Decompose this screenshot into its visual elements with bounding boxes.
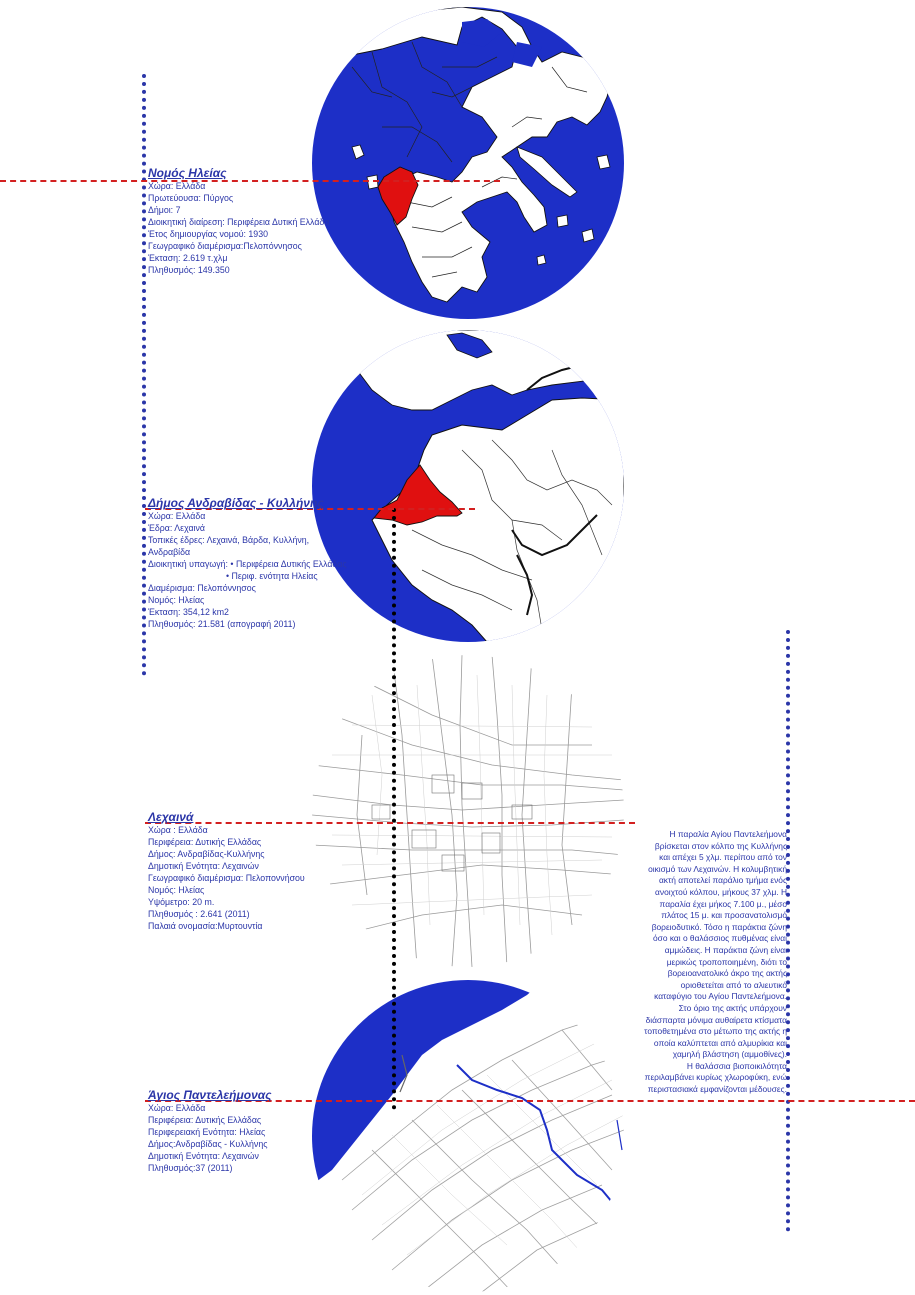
paragraph-line: χαμηλή βλάστηση (αμμοθίνες). [672, 1049, 787, 1060]
section-title: Άγιος Παντελεήμονας [148, 1088, 272, 1102]
info-line: Γεωγραφικό διαμέρισμα:Πελοπόννησος [148, 241, 302, 251]
info-line: Χώρα: Ελλάδα [148, 1103, 206, 1113]
paragraph-line: όσο και ο θαλάσσιος πυθμένας είναι [653, 933, 787, 944]
info-line: Έδρα: Λεχαινά [148, 523, 205, 533]
info-line: Γεωγραφικό διαμέρισμα: Πελοποννήσου [148, 873, 305, 883]
paragraph-line: βορειοανατολικό άκρο της ακτής [667, 968, 787, 979]
info-line: Δημοτική Ενότητα: Λεχαινών [148, 1151, 259, 1161]
info-line: Διοικητική διαίρεση: Περιφέρεια Δυτική Ελλάδα [148, 217, 330, 227]
sea-area [312, 980, 544, 1185]
left-dotted-guide [142, 74, 146, 676]
lechaina-street-map-svg [312, 655, 624, 967]
info-line: Έτος δημιουργίας νομού: 1930 [148, 229, 268, 239]
info-line: Πληθυσμός: 21.581 (απογραφή 2011) [148, 619, 296, 629]
paragraph-line: βορειοδυτικό. Τόσο η παράκτια ζώνη [651, 921, 787, 932]
info-line: Διαμέρισμα: Πελοπόννησος [148, 583, 256, 593]
greece-mainland [342, 7, 612, 302]
info-line: Τοπικές έδρες: Λεχαινά, Βάρδα, Κυλλήνη, [148, 535, 310, 545]
paragraph-line: οριοθετείται από το αλιευτικό [680, 979, 787, 990]
info-line: Νομός: Ηλείας [148, 885, 205, 895]
info-line: Ανδραβίδα [148, 547, 191, 557]
info-line: Πληθυσμός: 149.350 [148, 265, 230, 275]
info-line: Δήμος:Ανδραβίδας - Κυλλήνης [148, 1139, 268, 1149]
paragraph-line: και απέχει 5 χλμ. περίπου από τον [659, 852, 787, 863]
info-line: Χώρα: Ελλάδα [148, 181, 206, 191]
info-line: Πληθυσμός : 2.641 (2011) [148, 909, 250, 919]
paragraph-line: περιλαμβάνει κυρίως χλωροφύκη, ενώ [644, 1072, 787, 1083]
agios-panteleimonas-map-svg [312, 980, 624, 1292]
greece-map-svg [312, 7, 624, 319]
info-line: Δήμοι: 7 [148, 205, 181, 215]
info-nomos-ilias [148, 166, 329, 276]
info-agios-panteleimonas [148, 1088, 272, 1174]
info-line: Διοικητική υπαγωγή: • Περιφέρεια Δυτικής Ελλάδας [148, 559, 347, 569]
paragraph-line: Η θαλάσσια βιοποικιλότητα [686, 1060, 787, 1071]
paragraph-line: μερικώς τροποποιημένη, διότι το [666, 956, 787, 967]
paragraph-line: οικισμό των Λεχαινών. Η κολυμβητική [648, 863, 787, 874]
paragraph-line: Η παραλία Αγίου Παντελεήμονα [669, 829, 787, 839]
paragraph-line: διάσπαρτα μόνιμα αυθαίρετα κτίσματα [645, 1014, 787, 1025]
paragraph-line: περιστασιακά εμφανίζονται μέδουσες. [647, 1084, 787, 1095]
paragraph-line: ακτή αποτελεί παράλιο τμήμα ενός [658, 875, 787, 886]
paragraph-line: καταφύγιο του Αγίου Παντελεήμονα. [654, 991, 787, 1002]
info-line: Πρωτεύουσα: Πύργος [148, 193, 234, 203]
section-title: Δήμος Ανδραβίδας - Κυλλήνης [148, 496, 324, 510]
paragraph-line: αμμώδεις. Η παράκτια ζώνη είναι [664, 944, 787, 955]
info-line: Χώρα : Ελλάδα [148, 825, 208, 835]
section-title: Λεχαινά [148, 810, 194, 824]
paragraph-line: Στο όριο της ακτής υπάρχουν [678, 1002, 787, 1013]
paragraph-line: τοποθετημένα στο μέτωπο της ακτής η [644, 1026, 787, 1037]
info-line: Νομός: Ηλείας [148, 595, 205, 605]
paragraph-line: πλάτος 15 μ. και προσανατολισμό [661, 910, 787, 921]
map-municipality-circle [312, 330, 624, 642]
info-line: Περιφερειακή Ενότητα: Ηλείας [148, 1127, 266, 1137]
info-line: • Περιφ. ενότητα Ηλείας [226, 571, 318, 581]
paragraph-line: οποία καλύπτεται από αλμυρίκια και [653, 1037, 787, 1048]
info-lechaina [148, 810, 305, 932]
info-line: Παλαιά ονομασία:Μυρτουντία [148, 921, 263, 931]
info-line: Υψόμετρο: 20 m. [148, 897, 215, 907]
info-line: Περιφέρεια: Δυτικής Ελλάδας [148, 1115, 262, 1125]
info-dimos-andravidas [148, 496, 347, 630]
beach-description [644, 829, 787, 1096]
municipality-map-svg [312, 330, 624, 642]
map-greece-circle [312, 7, 624, 319]
paragraph-line: ανοιχτού κόλπου, μήκους 37 χλμ. Η [655, 886, 787, 897]
section-title: Νομός Ηλείας [148, 166, 227, 180]
info-line: Δημοτική Ενότητα: Λεχαινών [148, 861, 259, 871]
paragraph-line: παραλία έχει μήκος 7.100 μ., μέσο [659, 898, 787, 909]
map-agios-panteleimonas-circle [312, 980, 624, 1292]
connector-dotted-line [392, 508, 396, 1110]
map-lechaina-circle [312, 655, 624, 967]
info-line: Δήμος: Ανδραβίδας-Κυλλήνης [148, 849, 265, 859]
paragraph-line: βρίσκεται στον κόλπο της Κυλλήνης [654, 840, 787, 851]
info-line: Πληθυσμός:37 (2011) [148, 1163, 233, 1173]
info-line: Περιφέρεια: Δυτικής Ελλάδας [148, 837, 262, 847]
info-line: Χώρα: Ελλάδα [148, 511, 206, 521]
info-line: Έκταση: 2.619 τ.χλμ [148, 253, 228, 263]
info-line: Έκταση: 354,12 km2 [148, 607, 229, 617]
